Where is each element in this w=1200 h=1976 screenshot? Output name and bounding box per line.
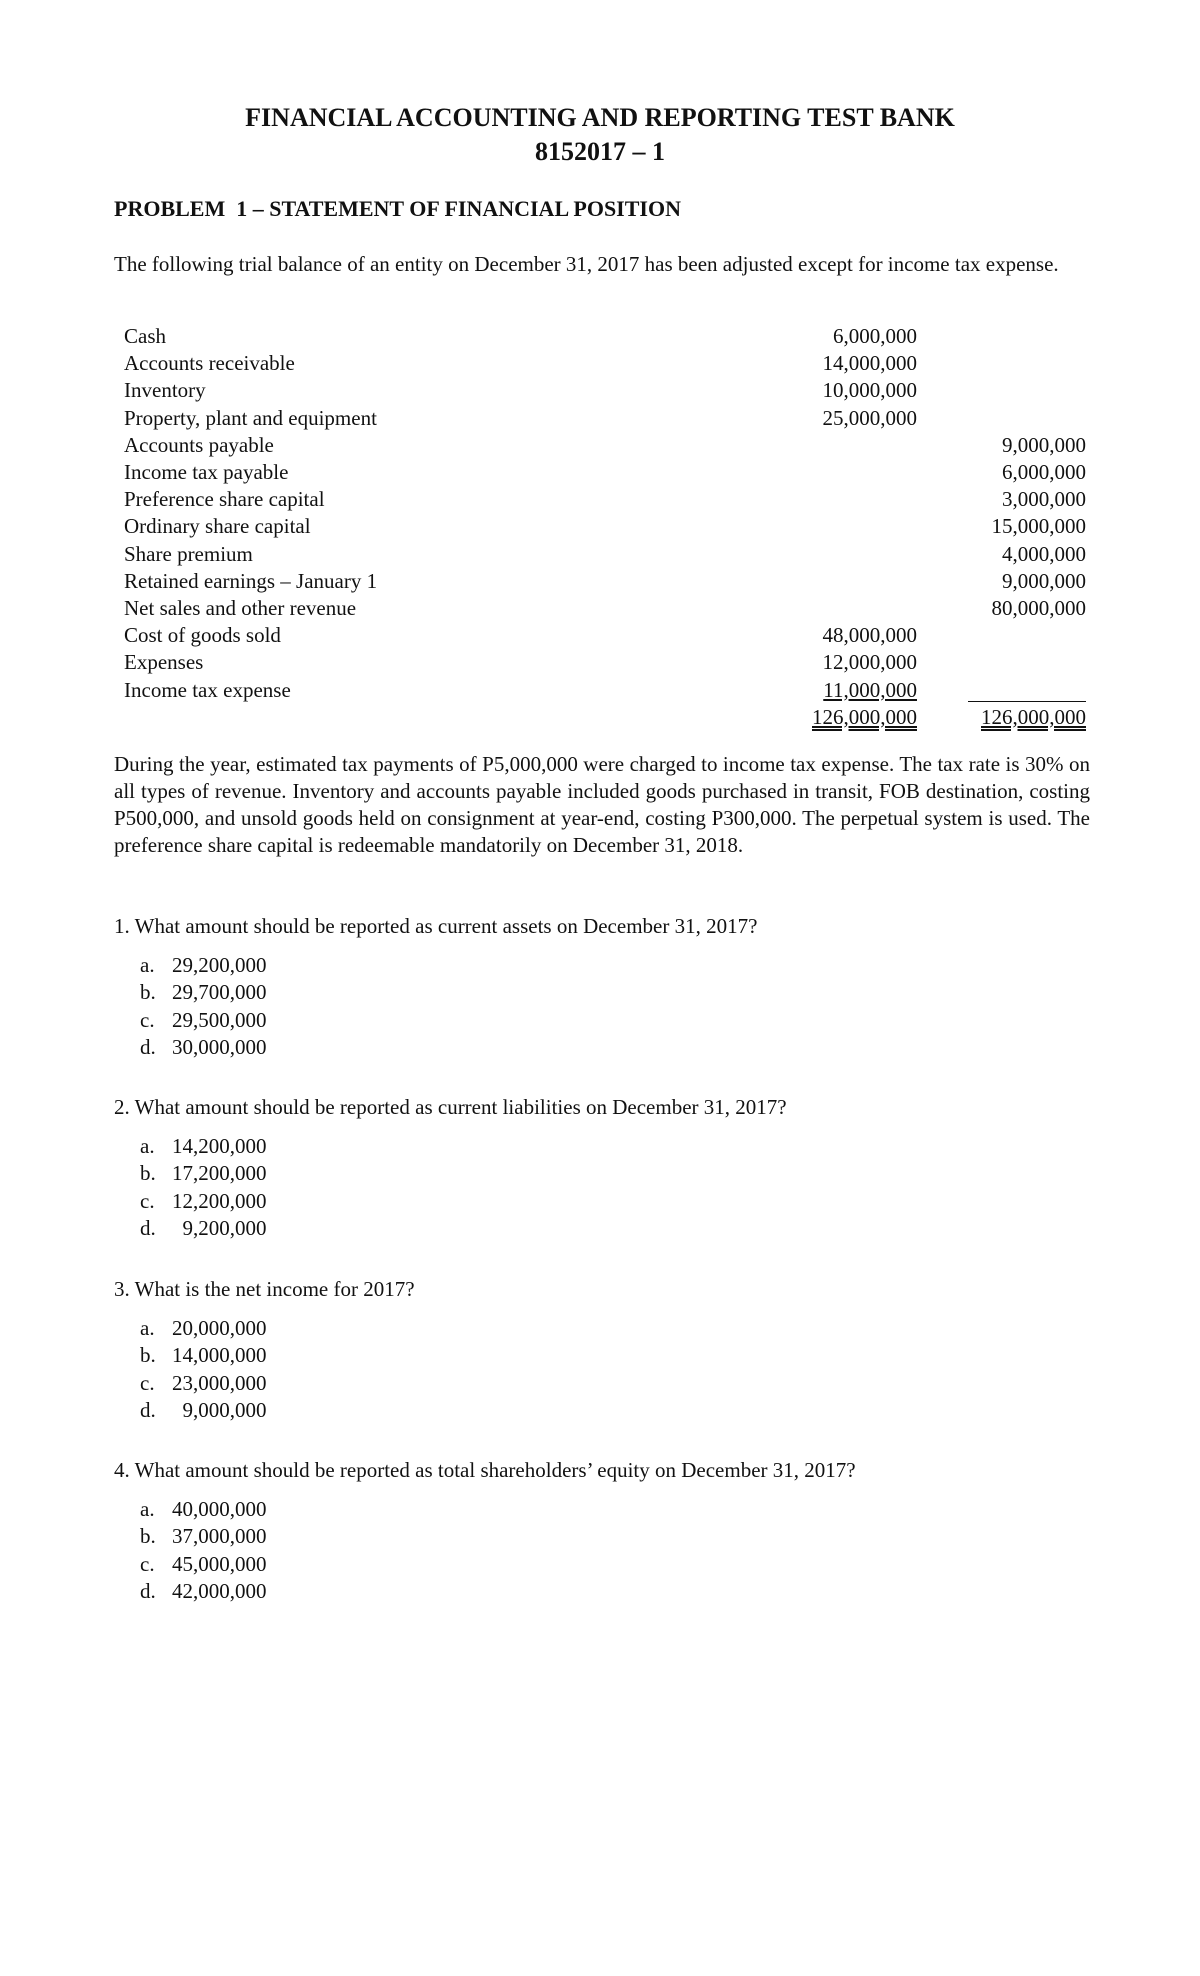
- answer-choice: [140, 979, 267, 1006]
- trial-balance-row: [124, 323, 1090, 350]
- choice-letter: c.: [140, 1370, 155, 1395]
- answer-choice: [140, 952, 267, 979]
- choice-letter: c.: [140, 1188, 155, 1213]
- account-name: Preference share capital: [124, 487, 325, 512]
- answer-choice: [140, 1215, 267, 1242]
- account-name: Net sales and other revenue: [124, 596, 357, 620]
- problem-intro: The following trial balance of an entity on December 31, 2017 has been adjusted except for income tax expense.: [114, 252, 1059, 276]
- account-name: Property, plant and equipment: [124, 405, 377, 430]
- choice-letter: d.: [140, 1034, 156, 1059]
- choice-value: 40,000,000: [172, 1497, 267, 1521]
- document-code: 8152017 – 1: [535, 137, 665, 166]
- trial-balance-row: [124, 350, 1090, 377]
- answer-choice: [140, 1523, 267, 1550]
- question-text: 1. What amount should be reported as current assets on December 31, 2017?: [114, 914, 758, 938]
- debit-amount: 14,000,000: [822, 351, 917, 376]
- trial-balance-totals: [124, 704, 1090, 731]
- debit-amount: 11,000,000: [823, 677, 917, 702]
- trial-balance-row: [124, 677, 1090, 704]
- choice-value: 42,000,000: [172, 1578, 267, 1603]
- answer-choice: [140, 1315, 267, 1342]
- answer-choice: [140, 1551, 267, 1578]
- question-text: 4. What amount should be reported as total shareholders’ equity on December 31, 2017?: [114, 1458, 856, 1482]
- account-name: Share premium: [124, 541, 253, 566]
- account-name: Expenses: [124, 650, 204, 675]
- account-name: Cash: [124, 324, 166, 348]
- answer-choice: [140, 1342, 267, 1369]
- trial-balance-row: [124, 568, 1090, 595]
- choice-letter: d.: [140, 1215, 156, 1240]
- account-name: Accounts receivable: [124, 351, 295, 376]
- choice-letter: b.: [140, 980, 156, 1005]
- credit-amount: 3,000,000: [1002, 487, 1086, 512]
- choice-letter: a.: [140, 1316, 155, 1340]
- account-name: Retained earnings – January 1: [124, 568, 378, 593]
- account-name: Cost of goods sold: [124, 623, 281, 648]
- account-name: Income tax payable: [124, 460, 289, 484]
- account-name: Accounts payable: [124, 432, 274, 457]
- trial-balance-row: [124, 459, 1090, 486]
- choice-letter: b.: [140, 1161, 156, 1186]
- choice-value: 20,000,000: [172, 1316, 267, 1340]
- problem-heading: PROBLEM 1 – STATEMENT OF FINANCIAL POSITION: [114, 196, 681, 221]
- answer-choice: [140, 1188, 267, 1215]
- credit-amount: 6,000,000: [1002, 460, 1086, 484]
- choice-letter: c.: [140, 1007, 155, 1032]
- answer-choice: [140, 1007, 267, 1034]
- credit-amount: 80,000,000: [991, 596, 1086, 620]
- answer-choice: [140, 1496, 267, 1523]
- choice-letter: b.: [140, 1524, 156, 1549]
- choice-letter: b.: [140, 1343, 156, 1368]
- choice-value: 17,200,000: [172, 1161, 267, 1186]
- credit-amount: 4,000,000: [1002, 541, 1086, 566]
- choice-value: 29,500,000: [172, 1007, 267, 1032]
- debit-amount: 25,000,000: [822, 405, 917, 430]
- question-text: 2. What amount should be reported as current liabilities on December 31, 2017?: [114, 1095, 787, 1119]
- choice-letter: c.: [140, 1551, 155, 1576]
- answer-choice: [140, 1370, 267, 1397]
- choice-letter: a.: [140, 953, 155, 977]
- choice-letter: a.: [140, 1497, 155, 1521]
- choice-value: 9,200,000: [172, 1215, 267, 1240]
- account-name: Ordinary share capital: [124, 514, 311, 539]
- answer-choice: [140, 1034, 267, 1061]
- trial-balance-row: [124, 649, 1090, 676]
- account-name: Inventory: [124, 378, 206, 403]
- choice-value: 29,200,000: [172, 953, 267, 977]
- answer-choice: [140, 1133, 267, 1160]
- trial-balance-row: [124, 595, 1090, 622]
- total-credit: 126,000,000: [981, 704, 1086, 729]
- choice-letter: d.: [140, 1397, 156, 1422]
- trial-balance-row: [124, 432, 1090, 459]
- trial-balance-row: [124, 377, 1090, 404]
- trial-balance-row: [124, 405, 1090, 432]
- document-title: FINANCIAL ACCOUNTING AND REPORTING TEST BANK: [245, 103, 955, 132]
- choice-value: 29,700,000: [172, 980, 267, 1005]
- answer-choice: [140, 1397, 267, 1424]
- problem-narrative: During the year, estimated tax payments of P5,000,000 were charged to income tax expense. The tax rate is 30% on all types of revenue. Inventory and accounts payable included goods purchased in transit, FOB destination, costing P500,000, and unsold goods held on consignment at year-end, costing P300,000. The perpetual system is used. The preference share capital is redeemable mandatorily on December 31, 2018.: [114, 752, 1090, 857]
- choice-value: 45,000,000: [172, 1551, 267, 1576]
- choice-letter: d.: [140, 1578, 156, 1603]
- trial-balance-row: [124, 513, 1090, 540]
- credit-column-rule: [968, 701, 1086, 702]
- choice-value: 14,200,000: [172, 1134, 267, 1158]
- choice-value: 37,000,000: [172, 1524, 267, 1549]
- answer-choice: [140, 1160, 267, 1187]
- choice-value: 9,000,000: [172, 1397, 267, 1422]
- debit-amount: 48,000,000: [822, 623, 917, 648]
- trial-balance-row: [124, 622, 1090, 649]
- debit-amount: 12,000,000: [822, 650, 917, 675]
- answer-choice: [140, 1578, 267, 1605]
- total-debit: 126,000,000: [812, 704, 917, 729]
- credit-amount: 9,000,000: [1002, 432, 1086, 457]
- choice-letter: a.: [140, 1134, 155, 1158]
- credit-amount: 15,000,000: [991, 514, 1086, 539]
- debit-amount: 10,000,000: [822, 378, 917, 403]
- trial-balance-row: [124, 541, 1090, 568]
- choice-value: 23,000,000: [172, 1370, 267, 1395]
- choice-value: 30,000,000: [172, 1034, 267, 1059]
- account-name: Income tax expense: [124, 677, 291, 702]
- trial-balance-row: [124, 486, 1090, 513]
- choice-value: 14,000,000: [172, 1343, 267, 1368]
- choice-value: 12,200,000: [172, 1188, 267, 1213]
- question-text: 3. What is the net income for 2017?: [114, 1277, 415, 1301]
- debit-amount: 6,000,000: [833, 324, 917, 348]
- credit-amount: 9,000,000: [1002, 568, 1086, 593]
